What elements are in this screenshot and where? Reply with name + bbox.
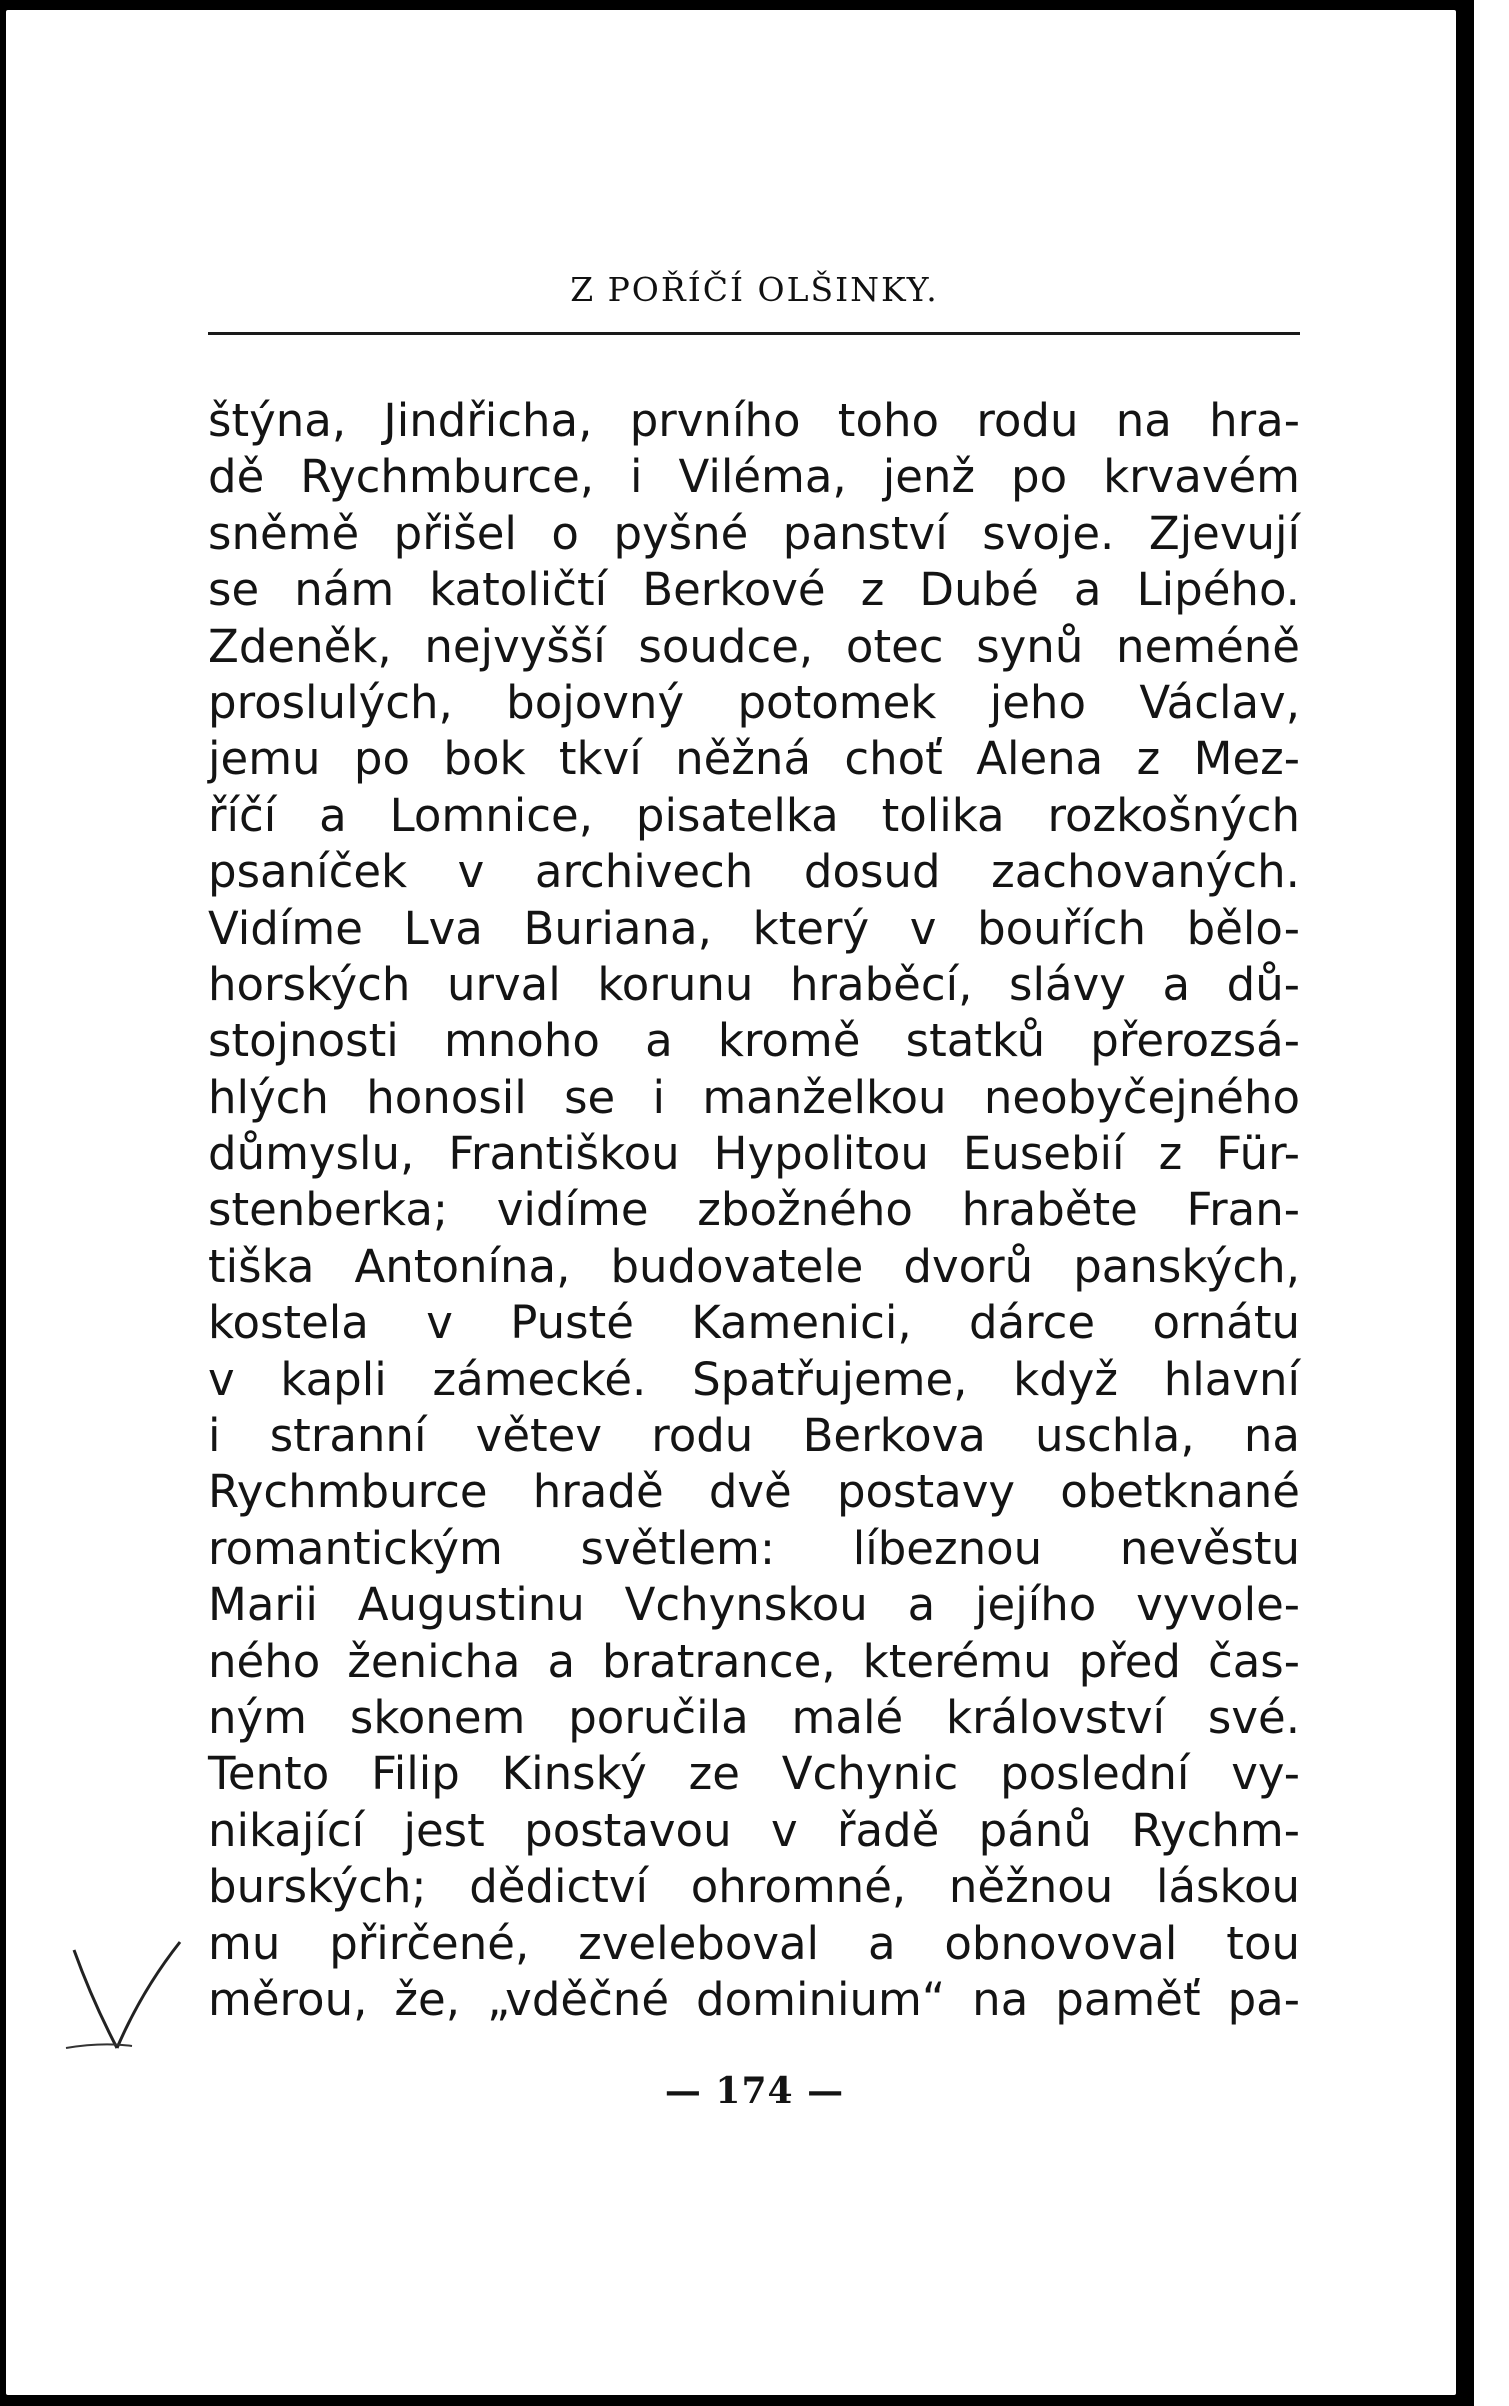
text-line: Marii Augustinu Vchynskou a jejího vyvole- [208, 1578, 1300, 1632]
adjacent-page-edge [1474, 0, 1509, 2406]
text-line: kostela v Pusté Kamenici, dárce ornátu [208, 1296, 1300, 1350]
text-line: důmyslu, Františkou Hypolitou Eusebií z Für- [208, 1127, 1300, 1181]
pencil-margin-mark [62, 1930, 192, 2060]
text-line: měrou, že, „vděčné dominium“ na paměť pa- [208, 1972, 1300, 2026]
text-line: stenberka; vidíme zbožného hraběte Fran- [208, 1183, 1300, 1237]
text-line: burských; dědictví ohromné, něžnou láskou [208, 1860, 1300, 1914]
text-line: se nám katoličtí Berkové z Dubé a Lipého. [208, 563, 1300, 617]
text-line: stojnosti mnoho a kromě statků přerozsá- [208, 1014, 1300, 1068]
text-line: tiška Antonína, budovatele dvorů panských, [208, 1239, 1300, 1293]
text-line: říčí a Lomnice, pisatelka tolika rozkošných [208, 788, 1300, 842]
text-line: psaníček v archivech dosud zachovaných. [208, 845, 1300, 899]
text-line: Zdeněk, nejvyšší soudce, otec synů neméně [208, 619, 1300, 673]
text-line: v kapli zámecké. Spatřujeme, když hlavní [208, 1352, 1300, 1406]
text-line: sněmě přišel o pyšné panství svoje. Zjevují [208, 506, 1300, 560]
header-rule [208, 332, 1300, 335]
text-line: romantickým světlem: líbeznou nevěstu [208, 1521, 1300, 1575]
text-line: Rychmburce hradě dvě postavy obetknané [208, 1465, 1300, 1519]
text-line: Tento Filip Kinský ze Vchynic poslední vy- [208, 1747, 1300, 1801]
text-line: ným skonem poručila malé království své. [208, 1690, 1300, 1744]
text-line: hlých honosil se i manželkou neobyčejného [208, 1070, 1300, 1124]
text-line: jemu po bok tkví něžná choť Alena z Mez- [208, 732, 1300, 786]
text-line: proslulých, bojovný potomek jeho Václav, [208, 675, 1300, 729]
text-line: ného ženicha a bratrance, kterému před čas- [208, 1634, 1300, 1688]
text-line: i stranní větev rodu Berkova uschla, na [208, 1409, 1300, 1463]
text-line: horských urval korunu hraběcí, slávy a dů- [208, 957, 1300, 1011]
text-line: mu přirčené, zveleboval a obnovoval tou [208, 1916, 1300, 1970]
text-line: štýna, Jindřicha, prvního toho rodu na hra- [208, 394, 1300, 447]
running-head: Z POŘÍČÍ OLŠINKY. [570, 270, 939, 309]
text-line: nikající jest postavou v řadě pánů Rychm- [208, 1803, 1300, 1857]
text-line: Vidíme Lva Buriana, který v bouřích bělo- [208, 901, 1300, 955]
body-text [208, 393, 1300, 2028]
text-line: dě Rychmburce, i Viléma, jenž po krvavém [208, 450, 1300, 504]
page-number: — 174 — [664, 2070, 845, 2112]
